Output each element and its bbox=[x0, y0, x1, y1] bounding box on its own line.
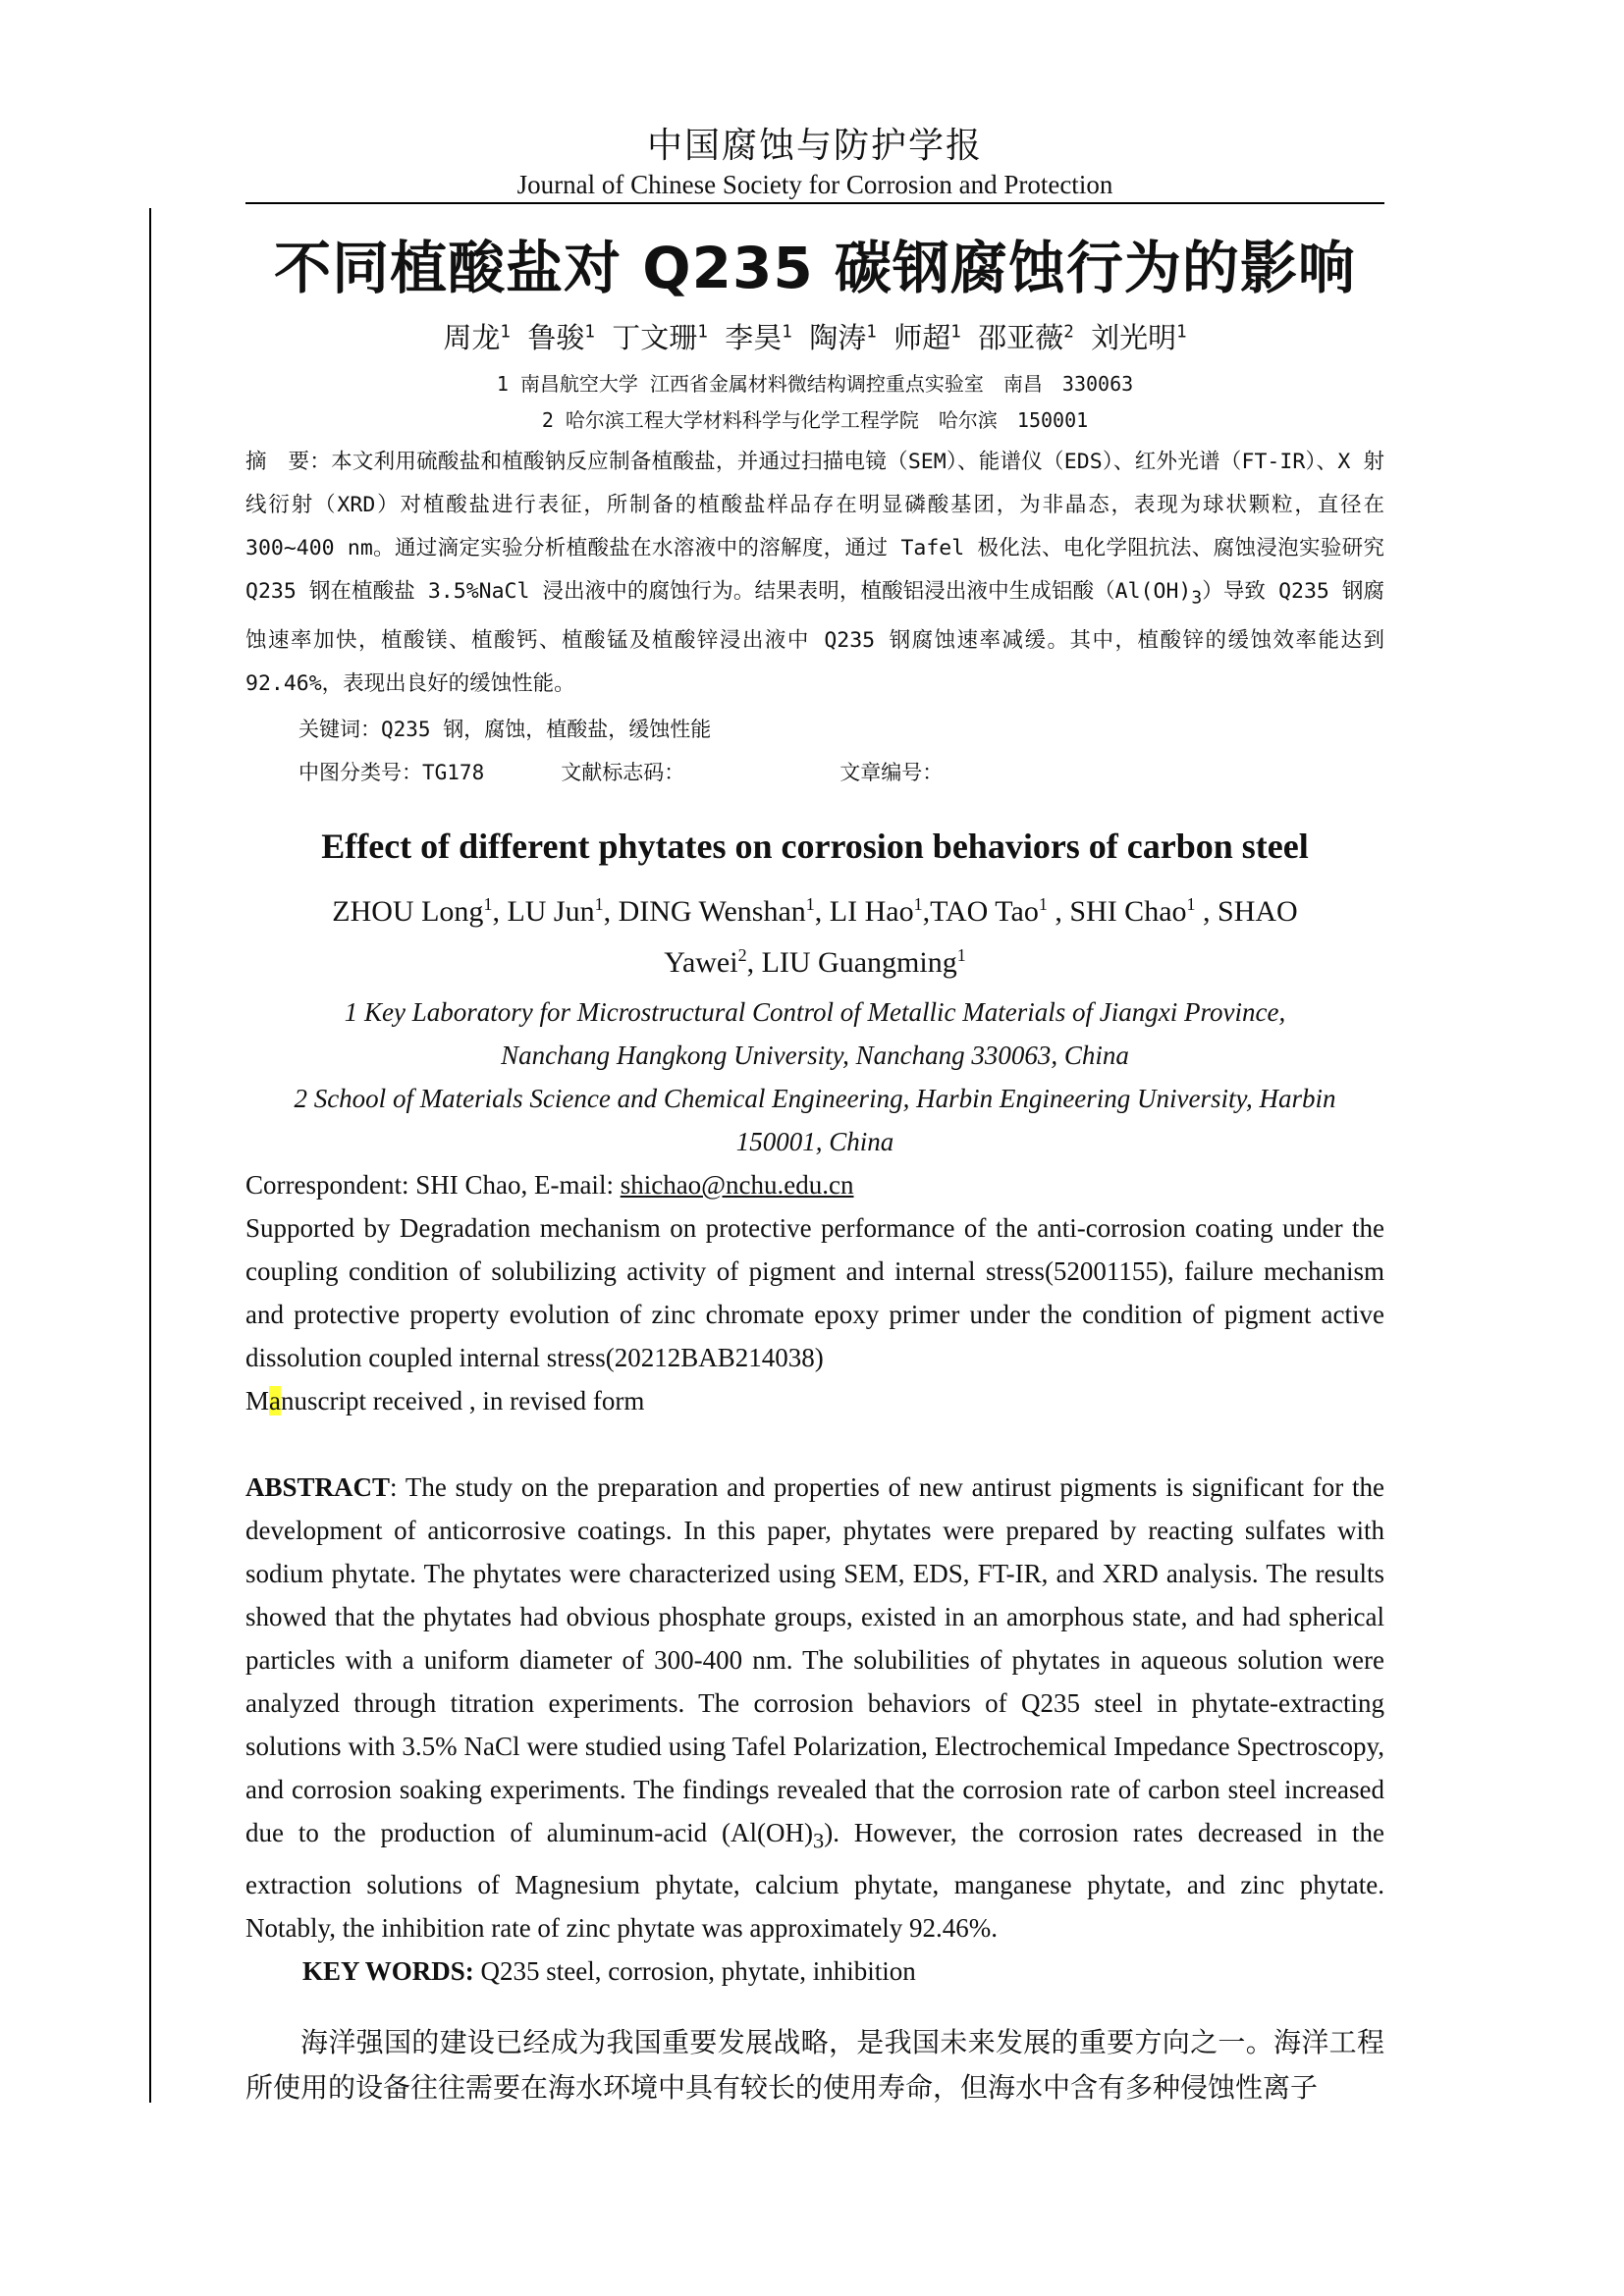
author-en: TAO Tao$^1$ bbox=[930, 894, 1048, 929]
author-en: LIU Guangming$^1$ bbox=[761, 945, 966, 980]
affiliation-en-1b: Nanchang Hangkong University, Nanchang 330063, China bbox=[501, 1041, 1129, 1071]
author-cn-affiliation-mark: 1 bbox=[782, 322, 792, 343]
author-en-affiliation-mark: 2 bbox=[737, 945, 747, 966]
abstract-cn-subscript: 3 bbox=[1191, 587, 1203, 609]
document-code: 文献标志码： bbox=[561, 761, 685, 785]
author-list-cn bbox=[245, 316, 1384, 356]
author-cn-affiliation-mark: 2 bbox=[1063, 322, 1074, 343]
author-cn: 师超$^1$ bbox=[893, 321, 961, 354]
author-en-affiliation-mark: 1 bbox=[1186, 894, 1196, 915]
author-cn: 李昊$^1$ bbox=[725, 321, 792, 354]
author-en: SHAO bbox=[1218, 895, 1298, 929]
abstract-en bbox=[245, 1466, 1384, 1949]
author-line-en-2: Yawei$^2$, LIU Guangming$^1$ bbox=[664, 945, 966, 980]
article-number: 文章编号： bbox=[839, 761, 944, 785]
author-cn-affiliation-mark: 1 bbox=[866, 322, 877, 343]
author-cn: 周龙$^1$ bbox=[443, 321, 511, 354]
highlighted-text: a bbox=[269, 1386, 281, 1416]
author-cn-affiliation-mark: 1 bbox=[584, 322, 595, 343]
clc-number: 中图分类号：TG178 bbox=[298, 761, 485, 785]
paper-title-en: Effect of different phytates on corrosion behaviors of carbon steel bbox=[321, 827, 1309, 867]
author-line-en-1: ZHOU Long$^1$, LU Jun$^1$, DING Wenshan$^1$, LI Hao$^1$,TAO Tao$^1$ , SHI Chao$^1$ , SHAO bbox=[332, 894, 1298, 929]
manuscript-post: nuscript received , in revised form bbox=[281, 1386, 645, 1416]
classification-cn bbox=[245, 751, 1384, 794]
abstract-cn bbox=[245, 441, 1384, 706]
journal-name-cn: 中国腐蚀与防护学报 bbox=[646, 126, 983, 166]
affiliations-en bbox=[245, 990, 1384, 1163]
author-cn: 丁文珊$^1$ bbox=[612, 321, 708, 354]
author-list-en bbox=[245, 882, 1384, 985]
left-margin-rule bbox=[149, 208, 151, 2103]
affiliation-en-2b: 150001, China bbox=[735, 1127, 894, 1157]
correspondent-label: Correspondent: SHI Chao, E-mail: bbox=[245, 1170, 621, 1201]
keywords-cn-label: 关键词： bbox=[298, 718, 381, 742]
body-paragraph-cn: 海洋强国的建设已经成为我国重要发展战略，是我国未来发展的重要方向之一。海洋工程所使用的设备往往需要在海水环境中具有较长的使用寿命，但海水中含有多种侵蚀性离子 bbox=[245, 2025, 1384, 2104]
affiliation-en-1a: 1 Key Laboratory for Microstructural Control of Metallic Materials of Jiangxi Province, bbox=[344, 997, 1286, 1028]
author-en-affiliation-mark: 1 bbox=[805, 894, 815, 915]
keywords-en-text: Q235 steel, corrosion, phytate, inhibition bbox=[473, 1955, 916, 1986]
author-en: DING Wenshan$^1$ bbox=[618, 894, 815, 929]
author-cn-affiliation-mark: 1 bbox=[500, 322, 511, 343]
author-en: ZHOU Long$^1$ bbox=[332, 894, 493, 929]
author-en: SHI Chao$^1$ bbox=[1069, 894, 1196, 929]
keywords-cn bbox=[245, 708, 1384, 751]
author-cn: 鲁骏$^1$ bbox=[527, 321, 595, 354]
paper-title-cn: 不同植酸盐对 Q235 碳钢腐蚀行为的影响 bbox=[274, 235, 1356, 301]
abstract-cn-text-b: ）导致 Q235 钢腐蚀速率加快，植酸镁、植酸钙、植酸锰及植酸锌浸出液中 Q235 钢腐蚀速率减缓。其中，植酸锌的缓蚀效率能达到 92.46%，表现出良好的缓蚀性能。 bbox=[245, 579, 1384, 697]
journal-name-en: Journal of Chinese Society for Corrosion and Protection bbox=[516, 170, 1113, 199]
correspondent bbox=[245, 1163, 1384, 1206]
author-en-affiliation-mark: 1 bbox=[913, 894, 923, 915]
author-en-affiliation-mark: 1 bbox=[594, 894, 604, 915]
author-en: LU Jun$^1$ bbox=[507, 894, 604, 929]
manuscript-dates bbox=[245, 1379, 1384, 1422]
author-cn: 邵亚薇$^2$ bbox=[978, 321, 1074, 354]
author-cn: 陶涛$^1$ bbox=[809, 321, 877, 354]
header-rule bbox=[245, 202, 1384, 204]
page bbox=[245, 108, 1384, 2110]
keywords-cn-text: Q235 钢，腐蚀，植酸盐，缓蚀性能 bbox=[381, 718, 712, 742]
keywords-en bbox=[245, 1949, 1384, 1993]
abstract-en-subscript: 3 bbox=[813, 1828, 825, 1853]
abstract-cn-label: 摘 要： bbox=[245, 450, 332, 474]
keywords-en-label: KEY WORDS: bbox=[302, 1955, 474, 1986]
correspondent-email-link[interactable]: shichao@nchu.edu.cn bbox=[620, 1170, 854, 1201]
abstract-en-text-a: : The study on the preparation and properties of new antirust pigments is significant for the development of anticorrosive coatings. In this paper, phytates were prepared by reacting sulfates with sodium phytate. The phytates were characterized using SEM, EDS, FT-IR, and XRD analysis. The results showed that the phytates had obvious phosphate groups, existed in an amorphous state, and had spherical particles with a uniform diameter of 300-400 nm. The solubilities of phytates in aqueous solution were analyzed through titration experiments. The corrosion behaviors of Q235 steel in phytate-extracting solutions with 3.5% NaCl were studied using Tafel Polarization, Electrochemical Impedance Spectroscopy, and corrosion soaking experiments. The findings revealed that the corrosion rate of carbon steel increased due to the production of aluminum-acid (Al(OH) bbox=[245, 1472, 1384, 1848]
funding-statement: Supported by Degradation mechanism on protective performance of the anti-corrosion coating under the coupling condition of solubilizing activity of pigment and internal stress(52001155), failure mechanism and protective property evolution of zinc chromate epoxy primer under the condition of pigment active dissolution coupled internal stress(20212BAB214038) bbox=[245, 1213, 1384, 1373]
author-cn-affiliation-mark: 1 bbox=[950, 322, 961, 343]
affiliation-cn-2: 2 哈尔滨工程大学材料科学与化学工程学院 哈尔滨 150001 bbox=[541, 408, 1089, 432]
author-en: LI Hao$^1$ bbox=[829, 894, 923, 929]
author-cn: 刘光明$^1$ bbox=[1091, 321, 1187, 354]
author-cn-affiliation-mark: 1 bbox=[697, 322, 708, 343]
author-en-affiliation-mark: 1 bbox=[1038, 894, 1048, 915]
affiliation-en-2a: 2 School of Materials Science and Chemical Engineering, Harbin Engineering University, Harbin bbox=[294, 1084, 1336, 1114]
author-en-affiliation-mark: 1 bbox=[956, 945, 966, 966]
author-en: Yawei$^2$ bbox=[664, 945, 747, 980]
abstract-en-label: ABSTRACT bbox=[245, 1472, 391, 1503]
author-en-affiliation-mark: 1 bbox=[483, 894, 493, 915]
abstract-en-text-b: ). However, the corrosion rates decreased in the extraction solutions of Magnesium phytate, calcium phytate, manganese phytate, and zinc phytate. Notably, the inhibition rate of zinc phytate was approximately 92.46%. bbox=[245, 1818, 1384, 1943]
abstract-cn-text-a: 本文利用硫酸盐和植酸钠反应制备植酸盐，并通过扫描电镜（SEM）、能谱仪（EDS）、红外光谱（FT-IR）、X 射线衍射（XRD）对植酸盐进行表征，所制备的植酸盐样品存在明显磷酸基团，为非晶态，表现为球状颗粒，直径在 300~400 nm。通过滴定实验分析植酸盐在水溶液中的溶解度，通过 Tafel 极化法、电化学阻抗法、腐蚀浸泡实验研究 Q235 钢在植酸盐 3.5%NaCl 浸出液中的腐蚀行为。结果表明，植酸铝浸出液中生成铝酸（Al(OH) bbox=[245, 450, 1384, 604]
affiliation-cn-1: 1 南昌航空大学 江西省金属材料微结构调控重点实验室 南昌 330063 bbox=[496, 372, 1134, 396]
manuscript-pre: M bbox=[245, 1386, 270, 1416]
author-cn-affiliation-mark: 1 bbox=[1176, 322, 1187, 343]
